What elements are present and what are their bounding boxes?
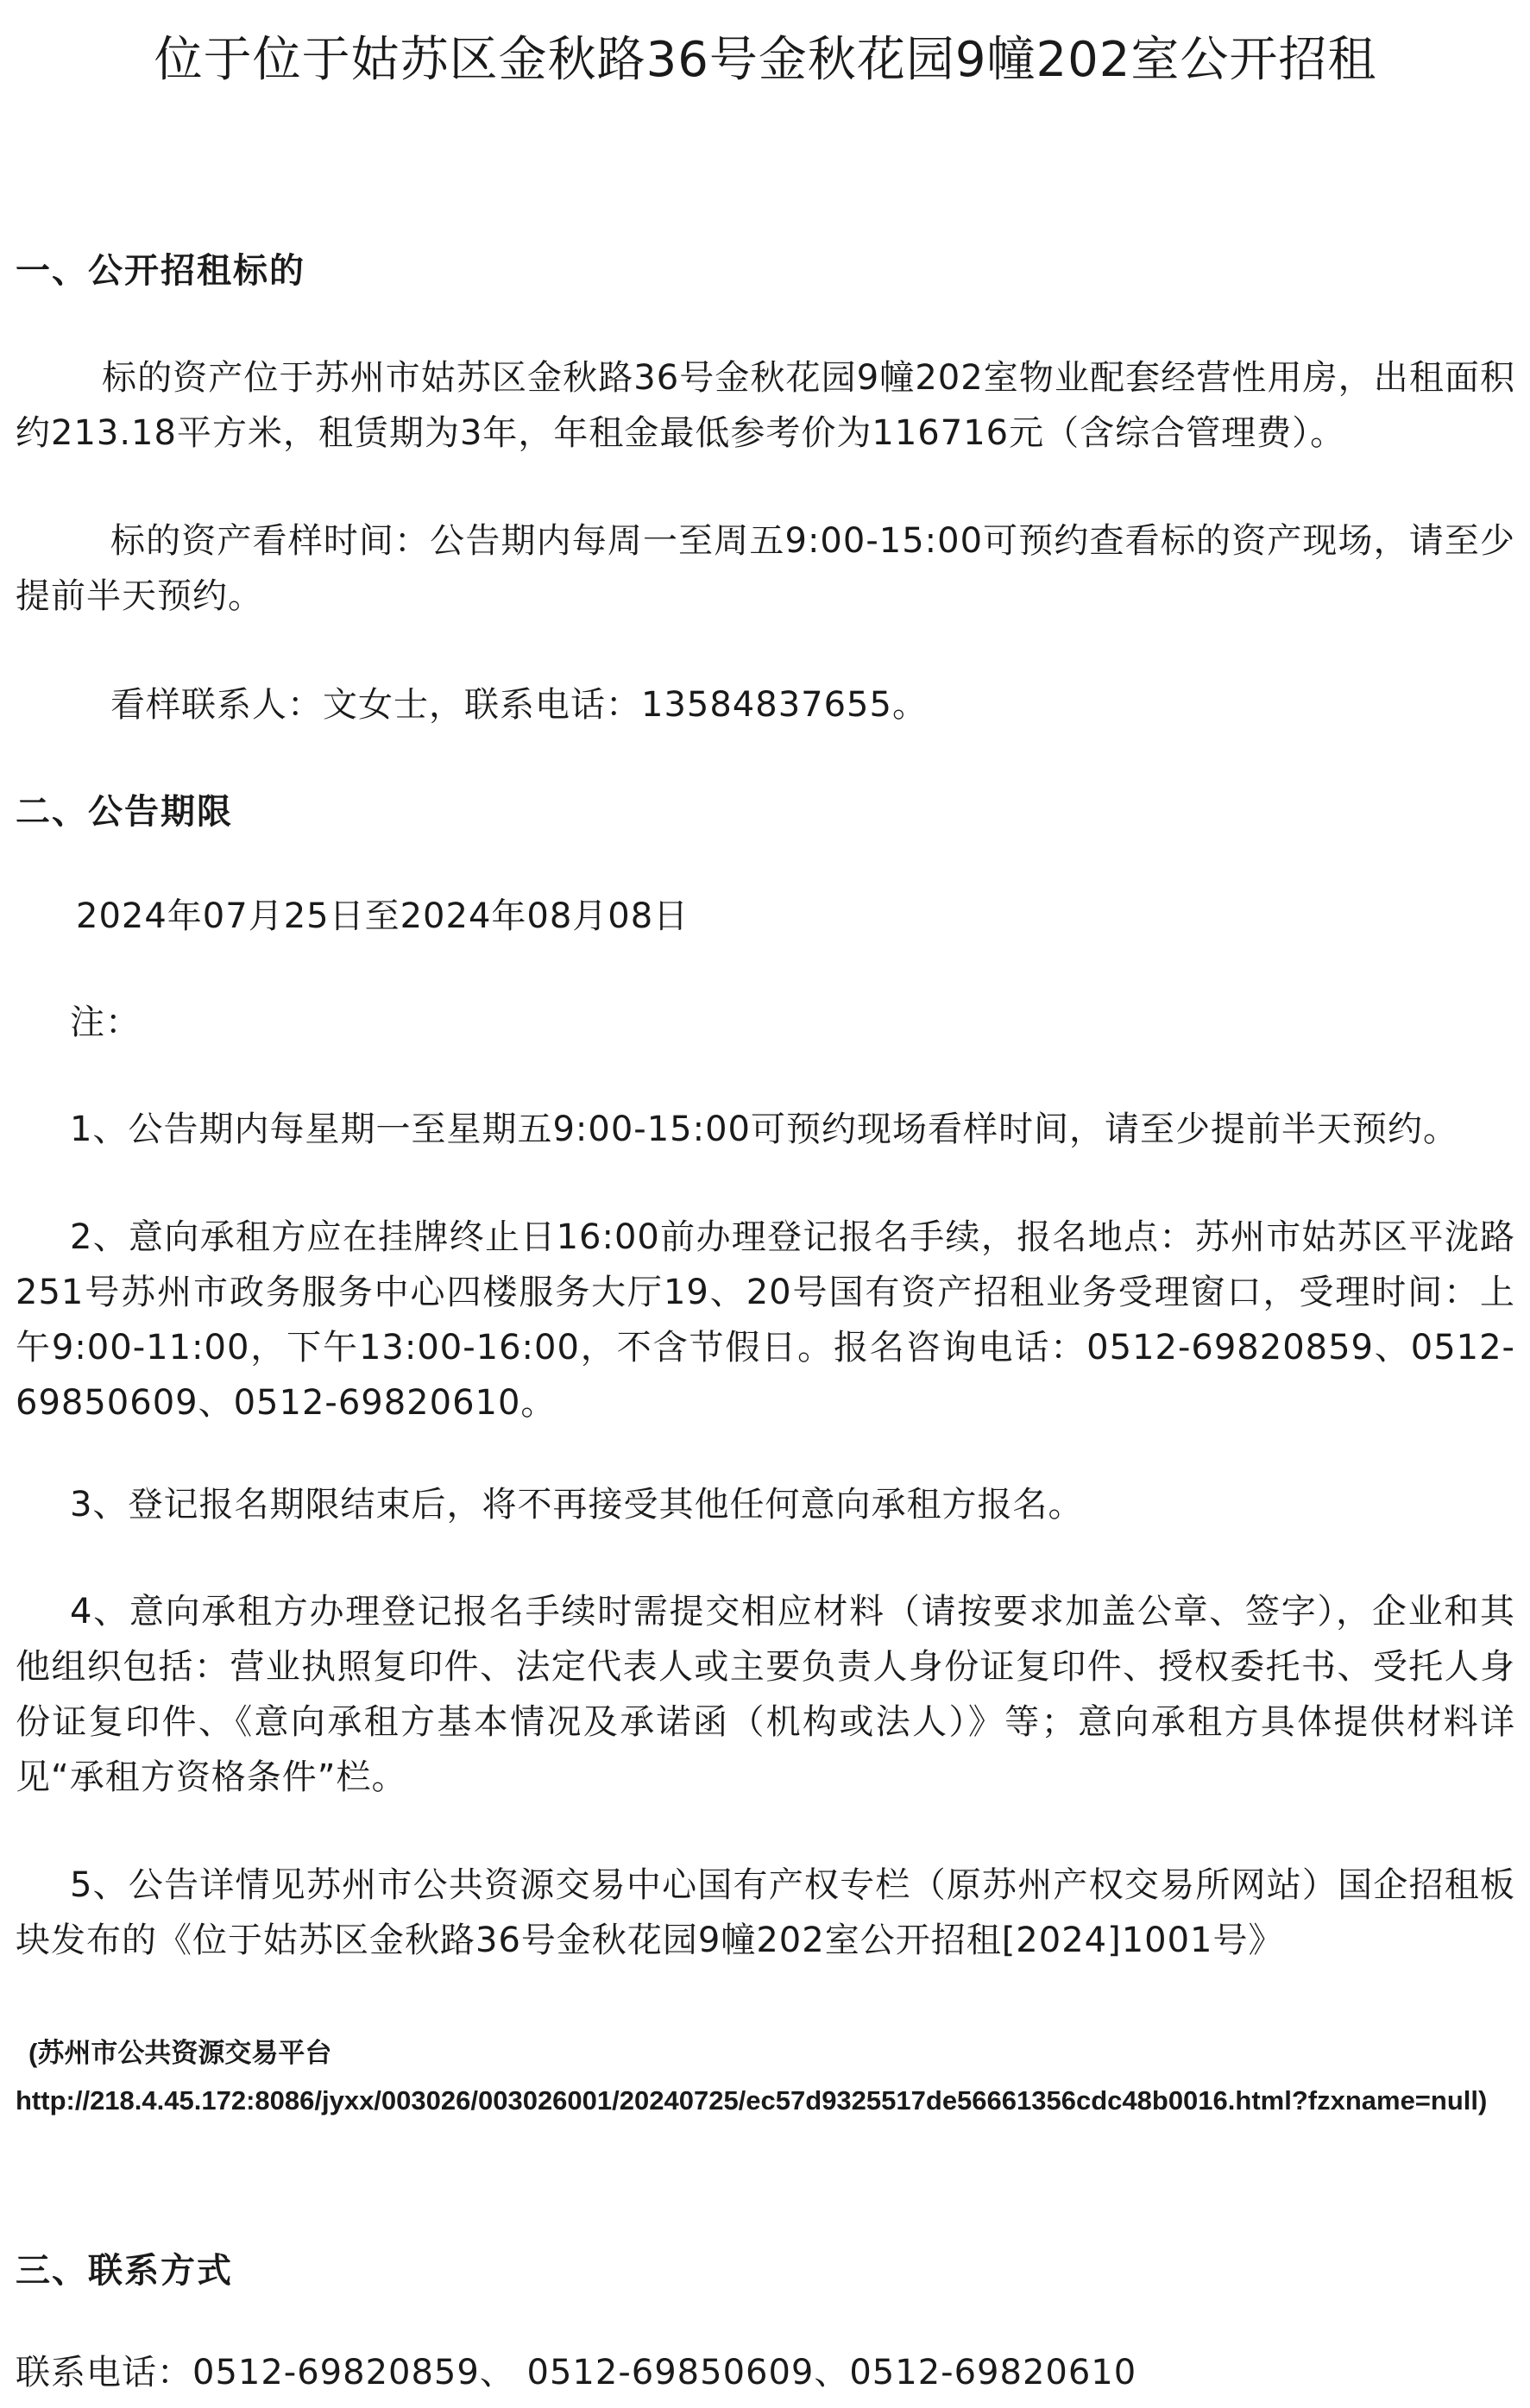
page-title: 位于位于姑苏区金秋路36号金秋花园9幢202室公开招租 [154,32,1377,88]
subject-description: 标的资产位于苏州市姑苏区金秋路36号金秋花园9幢202室物业配套经营性用房，出租面积约213.18平方米，租赁期为3年，年租金最低参考价为116716元（含综合管理费）。 [16,358,1515,453]
viewing-contact: 看样联系人：文女士，联系电话：13584837655。 [110,685,928,725]
note-item: 3、登记报名期限结束后，将不再接受其他任何意向承租方报名。 [70,1485,1084,1525]
viewing-time: 标的资产看样时间：公告期内每周一至周五9:00-15:00可预约查看标的资产现场，请至少提前半天预约。 [16,521,1515,616]
note-item: 5、公告详情见苏州市公共资源交易中心国有产权专栏（原苏州产权交易所网站）国企招租板块发布的《位于姑苏区金秋路36号金秋花园9幢202室公开招租[2024]1001号》 [16,1865,1515,1960]
section-heading-contact: 三、联系方式 [16,2251,233,2291]
section-heading-period: 二、公告期限 [16,792,233,832]
source-label: (苏州市公共资源交易平台 [28,2038,332,2068]
note-item: 1、公告期内每星期一至星期五9:00-15:00可预约现场看样时间，请至少提前半天预约。 [70,1110,1458,1149]
contact-phone: 联系电话：0512-69820859、 0512-69850609、0512-69820610 [16,2353,1137,2392]
section-heading-subject: 一、公开招租标的 [16,251,305,291]
note-item: 4、意向承租方办理登记报名手续时需提交相应材料（请按要求加盖公章、签字），企业和其他组织包括：营业执照复印件、法定代表人或主要负责人身份证复印件、授权委托书、受托人身份证复印件、《意向承租方基本情况及承诺函（机构或法人）》等；意向承租方具体提供材料详见“承租方资格条件”栏。 [16,1592,1515,1797]
source-url[interactable]: http://218.4.45.172:8086/jyxx/003026/003026001/20240725/ec57d9325517de56661356cdc48b0016.html?fzxname=null) [16,2085,1488,2116]
notice-period: 2024年07月25日至2024年08月08日 [76,896,689,936]
note-item: 2、意向承租方应在挂牌终止日16:00前办理登记报名手续，报名地点：苏州市姑苏区平泷路251号苏州市政务服务中心四楼服务大厅19、20号国有资产招租业务受理窗口，受理时间：上午9:00-11:00，下午13:00-16:00，不含节假日。报名咨询电话：0512-69820859、0512-69850609、0512-69820610。 [16,1217,1515,1423]
note-label: 注： [70,1003,141,1042]
